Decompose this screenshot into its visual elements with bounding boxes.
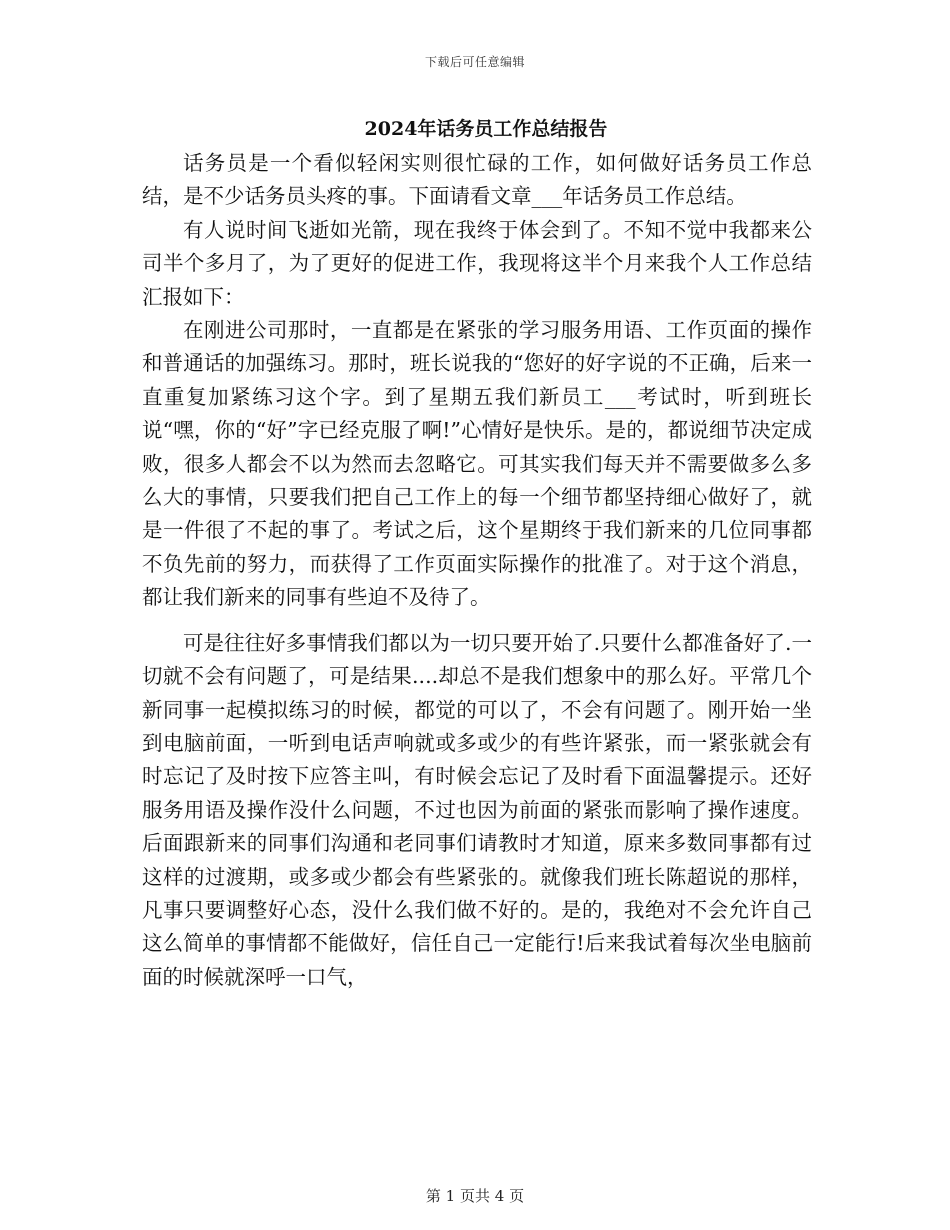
document-title: 2024年话务员工作总结报告 [364, 118, 608, 140]
page-number: 第 1 页共 4 页 [425, 1187, 525, 1205]
document-body [142, 147, 812, 994]
paragraph-challenges: 可是往往好多事情我们都以为一切只要开始了.只要什么都准备好了.一切就不会有问题了，可是结果....却总不是我们想象中的那么好。平常几个新同事一起模拟练习的时候，都觉的可以了，不会有问题了。刚开始一坐到电脑前面，一听到电话声响就或多或少的有些许紧张，而一紧张就会有时忘记了及时按下应答主叫，有时候会忘记了及时看下面温馨提示。还好服务用语及操作没什么问题，不过也因为前面的紧张而影响了操作速度。后面跟新来的同事们沟通和老同事们请教时才知道，原来多数同事都有过这样的过渡期，或多或少都会有些紧张的。就像我们班长陈超说的那样，凡事只要调整好心态，没什么我们做不好的。是的，我绝对不会允许自己这么简单的事情都不能做好，信任自己一定能行!后来我试着每次坐电脑前面的时候就深呼一口气， [142, 630, 812, 989]
paragraph-opening: 有人说时间飞逝如光箭，现在我终于体会到了。不知不觉中我都来公司半个多月了，为了更好的促进工作，我现将这半个月来我个人工作总结汇报如下： [142, 217, 812, 309]
header-note: 下载后可任意编辑 [424, 55, 525, 69]
paragraph-intro: 话务员是一个看似轻闲实则很忙碌的工作，如何做好话务员工作总结，是不少话务员头疼的事。下面请看文章___年话务员工作总结。 [142, 151, 812, 209]
paragraph-training: 在刚进公司那时，一直都是在紧张的学习服务用语、工作页面的操作和普通话的加强练习。那时，班长说我的“您好的好字说的不正确，后来一直重复加紧练习这个字。到了星期五我们新员工___考试时，听到班长说“嘿，你的“好”字已经克服了啊!”心情好是快乐。是的，都说细节决定成败，很多人都会不以为然而去忽略它。可其实我们每天并不需要做多么多么大的事情，只要我们把自己工作上的每一个细节都坚持细心做好了，就是一件很了不起的事了。考试之后，这个星期终于我们新来的几位同事都不负先前的努力，而获得了工作页面实际操作的批准了。对于这个消息，都让我们新来的同事有些迫不及待了。 [142, 318, 812, 610]
